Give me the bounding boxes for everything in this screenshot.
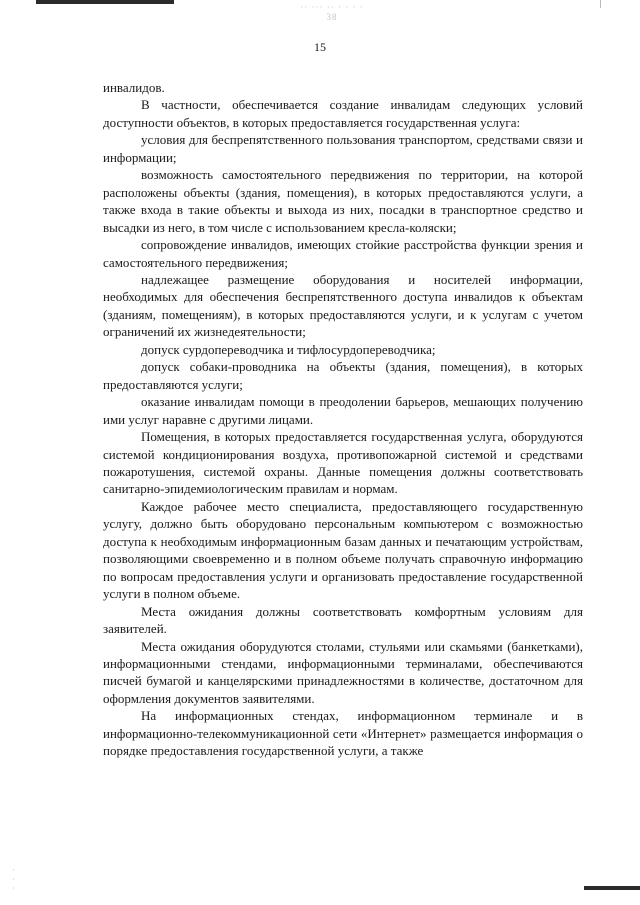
- page-number: 15: [314, 40, 326, 54]
- scan-edge-mark-right: [600, 0, 601, 8]
- registry-stamp-number: 38: [326, 12, 338, 22]
- paragraph: возможность самостоятельного передвижения по территории, на которой расположены объекты (здания, помещения), в которых предоставляются услуги, а также входа в такие объекты и выхода из них, посадки в транспортное средство и высадки из него, в том числе с использованием кресла-коляски;: [103, 167, 583, 235]
- scan-edge-mark-left: · · ·: [12, 866, 15, 893]
- paragraph: В частности, обеспечивается создание инвалидам следующих условий доступности объектов, в которых предоставляется государственная услуга:: [103, 97, 583, 130]
- registry-stamp-text: ·· ··· ·· · · · ·: [300, 2, 364, 12]
- paragraph: Места ожидания оборудуются столами, стульями или скамьями (банкетками), информационными стендами, информационными терминалами, обеспечиваются писчей бумагой и канцелярскими принадлежностями в количестве, достаточном для оформления документов заявителями.: [103, 638, 583, 706]
- paragraph: надлежащее размещение оборудования и носителей информации, необходимых для обеспечения беспрепятственного доступа инвалидов к объектам (зданиям, помещениям), в которых предоставляются услуги, и к услугам с учетом ограничений их жизнедеятельности;: [103, 271, 583, 340]
- paragraph: оказание инвалидам помощи в преодолении барьеров, мешающих получению ими услуг наравне с другими лицами.: [103, 394, 583, 427]
- paragraph: допуск собаки-проводника на объекты (здания, помещения), в которых предоставляются услуги;: [103, 359, 583, 392]
- scan-edge-mark-bottom: [584, 886, 640, 890]
- paragraph: Места ожидания должны соответствовать комфортным условиям для заявителей.: [103, 603, 583, 637]
- paragraph: Каждое рабочее место специалиста, предоставляющего государственную услугу, должно быть оборудовано персональным компьютером с возможностью доступа к необходимым информационным базам данных и печатающим устройствам, позволяющими своевременно и в полном объеме получать справочную информацию по вопросам предоставления услуги и организовать предоставление государственной услуги в полном объеме.: [103, 498, 583, 602]
- document-body: [103, 79, 583, 760]
- paragraph: сопровождение инвалидов, имеющих стойкие расстройства функции зрения и самостоятельного передвижения;: [103, 237, 583, 270]
- paragraph: допуск сурдопереводчика и тифлосурдопереводчика;: [141, 341, 436, 357]
- paragraph: На информационных стендах, информационном терминале и в информационно-телекоммуникационной сети «Интернет» размещается информация о порядке предоставления государственной услуги, а также: [103, 708, 583, 759]
- paragraph: условия для беспрепятственного пользования транспортом, средствами связи и информации;: [103, 132, 583, 165]
- paragraph: Помещения, в которых предоставляется государственная услуга, оборудуются системой кондиционирования воздуха, противопожарной системой и средствами пожаротушения, системой охраны. Данные помещения должны соответствовать санитарно-эпидемиологическим правилам и нормам.: [103, 429, 583, 497]
- scan-edge-mark-top: [36, 0, 174, 4]
- paragraph-continuation: инвалидов.: [103, 80, 165, 95]
- registry-stamp: [262, 2, 402, 22]
